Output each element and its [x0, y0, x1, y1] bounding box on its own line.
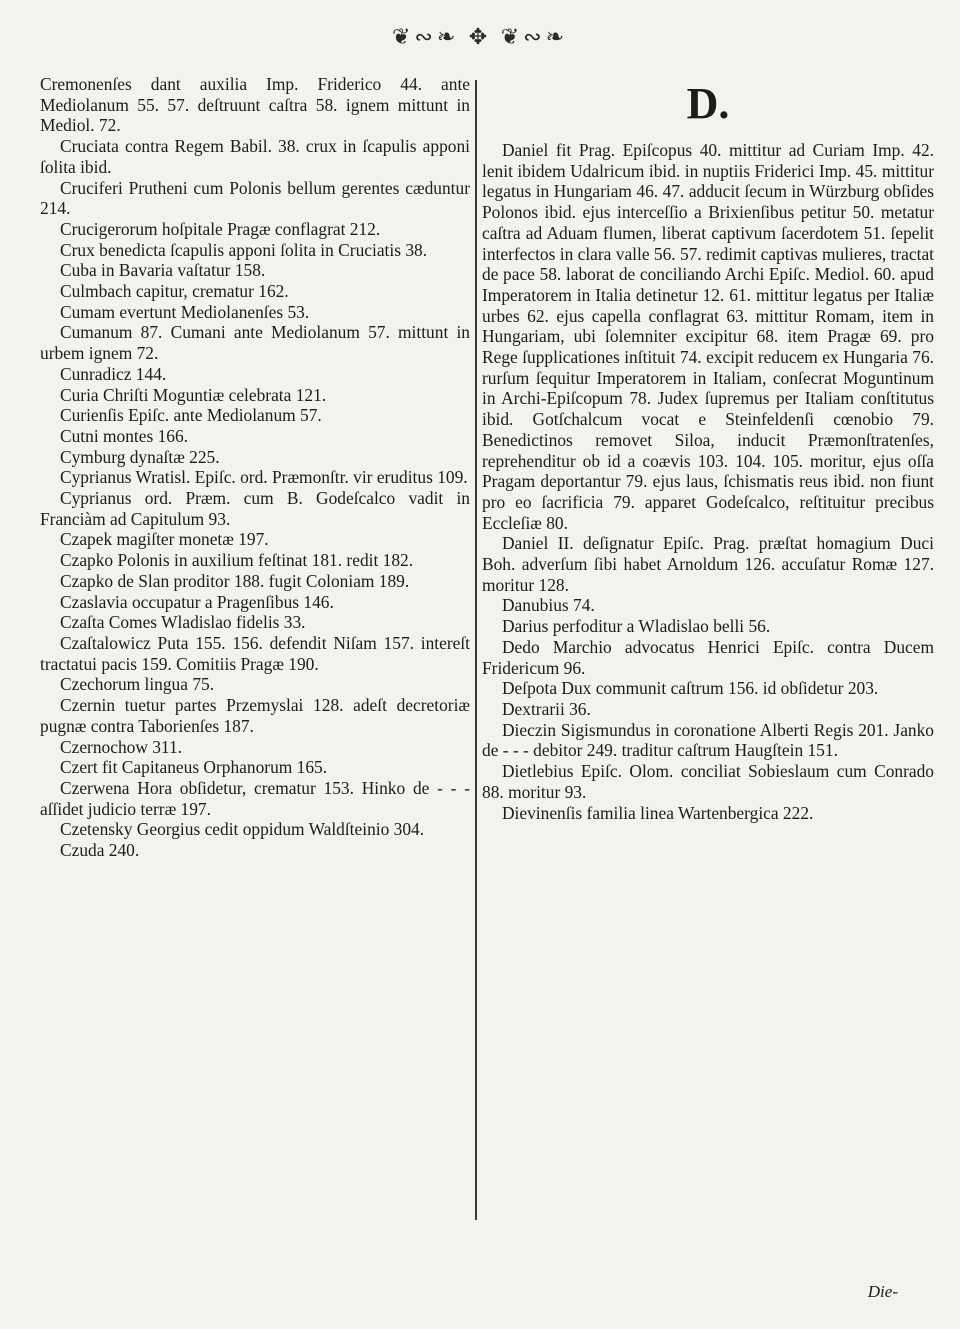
index-entry: Cumam evertunt Mediolanenſes 53. — [60, 301, 310, 322]
index-entry: Cuba in Bavaria vaſtatur 158. — [60, 260, 266, 281]
index-entry: Czaſtalowicz Puta 155. 156. defendit Niſam 157. intereſt tractatui pacis 159. Comitiis Pragæ 190. — [40, 632, 470, 674]
index-entry: Czechorum lingua 75. — [60, 674, 215, 695]
index-entry: Czernochow 311. — [60, 736, 183, 757]
index-entry: Cremonenſes dant auxilia Imp. Friderico 44. ante Mediolanum 55. 57. deſtruunt caſtra 58. ignem mittunt in Mediol. 72. — [40, 74, 470, 136]
index-entry: Dextrarii 36. — [502, 698, 591, 719]
index-entry: Czernin tuetur partes Przemyslai 128. adeſt decretoriæ pugnæ contra Taborienſes 187. — [40, 695, 470, 736]
index-entry: Daniel II. deſignatur Epiſc. Prag. præſtat homagium Duci Boh. adverſum ſibi habet Arnoldum 126. accuſatur Romæ 127. moritur 128. — [482, 533, 934, 595]
index-entry: Darius perfoditur a Wladislao belli 56. — [502, 616, 771, 637]
index-entry: Cumanum 87. Cumani ante Mediolanum 57. mittunt in urbem ignem 72. — [40, 322, 470, 364]
index-entry: Crux benedicta ſcapulis apponi ſolita in Cruciatis 38. — [60, 239, 428, 260]
index-entry: Cymburg dynaſtæ 225. — [60, 446, 220, 467]
index-entry: Cyprianus ord. Præm. cum B. Godeſcalco vadit in Franciàm ad Capitulum 93. — [40, 488, 470, 529]
index-entry: Cunradicz 144. — [60, 363, 167, 384]
index-entry: Czaſta Comes Wladislao fidelis 33. — [60, 612, 306, 633]
index-entry: Czuda 240. — [60, 840, 140, 861]
index-entry: Daniel fit Prag. Epiſcopus 40. mittitur ad Curiam Imp. 42. lenit ibidem Udalricum ibid. in nuptiis Friderici Imp. 45. mittitur legatus in Hungariam 46. 47. adducit ſecum in Würzburg obſides Polonos ibid. ejus interceſſio a Brixienſibus petitur 50. metatur caſtra ad Aduam flumen, liberat captivum ſacerdotem 51. ſepelit interfectos in clara valle 56. 57. redimit captivas mulieres, tractat de pace 58. laborat de conciliando Archi Epiſc. Mediol. 60. apud Imperatorem in Italia detinetur 12. 61. mittitur legatus per Italiæ urbes 62. ejus capella conflagrat 63. mittitur Romam, item in Hungariam, ubi ſolemniter excipitur 68. item Pragæ 69. pro Rege ſupplicationes inſtituit 74. excipit reducem ex Hungaria 76. rurſum ſequitur Imperatorem in Italiam, conſecrat Moguntinum in Archi-Epiſcopum 78. Judex ſupremus per Italiam conſtitutus ibid. Gotſchalcum vocat e Steinfeldenſi cœnobio 79. Benedictinos removet Siloa, inducit Præmonſtratenſes, reprehenditur ob id a coævis 103. 104. 105. moritur, ejus oſſa Pragam deportantur 79. ejus laus, ſchismatis reus ibid. non fiunt pro eo ſacrificia 79. apparet Godeſcalco, reſtituitur precibus Eccleſiæ 80. — [482, 140, 934, 533]
index-entry: Czerwena Hora obſidetur, crematur 153. Hinko de - - - aſſidet judicio terræ 197. — [40, 777, 470, 819]
index-entry: Deſpota Dux communit caſtrum 156. id obſidetur 203. — [502, 678, 879, 699]
index-entry: Cruciata contra Regem Babil. 38. crux in ſcapulis apponi ſolita ibid. — [40, 136, 470, 177]
index-entry: Culmbach capitur, crematur 162. — [60, 281, 289, 302]
index-entry: Cruciferi Prutheni cum Polonis bellum gerentes cæduntur 214. — [40, 177, 470, 219]
right-column — [482, 74, 934, 823]
index-entry: Czapko de Slan proditor 188. fugit Coloniam 189. — [60, 570, 410, 591]
index-entry: Cyprianus Wratisl. Epiſc. ord. Præmonſtr. vir eruditus 109. — [60, 467, 468, 488]
left-column — [40, 74, 470, 861]
header-ornament: ❦∾❧ ✥ ❦∾❧ — [391, 24, 569, 49]
index-entry: Curia Chriſti Moguntiæ celebrata 121. — [60, 384, 327, 405]
section-letter-heading: D. — [686, 79, 730, 128]
index-entry: Cutni montes 166. — [60, 425, 189, 446]
index-entry: Czapek magiſter monetæ 197. — [60, 529, 269, 550]
index-entry: Czert fit Capitaneus Orphanorum 165. — [60, 757, 328, 778]
column-divider — [475, 80, 477, 1220]
catchword: Die- — [867, 1282, 898, 1301]
index-entry: Czaslavia occupatur a Pragenſibus 146. — [60, 591, 334, 612]
index-entry: Czetensky Georgius cedit oppidum Waldſteinio 304. — [60, 819, 425, 840]
index-entry: Curienſis Epiſc. ante Mediolanum 57. — [60, 405, 322, 426]
index-entry: Dievinenſis familia linea Wartenbergica 222. — [502, 802, 814, 823]
index-entry: Crucigerorum hoſpitale Pragæ conflagrat 212. — [60, 218, 381, 239]
index-entry: Czapko Polonis in auxilium feſtinat 181. redit 182. — [60, 550, 414, 571]
index-entry: Dedo Marchio advocatus Henrici Epiſc. contra Ducem Fridericum 96. — [482, 636, 934, 678]
index-entry: Danubius 74. — [502, 595, 595, 616]
index-entry: Dietlebius Epiſc. Olom. conciliat Sobieslaum cum Conrado 88. moritur 93. — [482, 761, 934, 802]
index-entry: Dieczin Sigismundus in coronatione Alberti Regis 201. Janko de - - - debitor 249. traditur caſtrum Haugſtein 151. — [482, 719, 934, 761]
